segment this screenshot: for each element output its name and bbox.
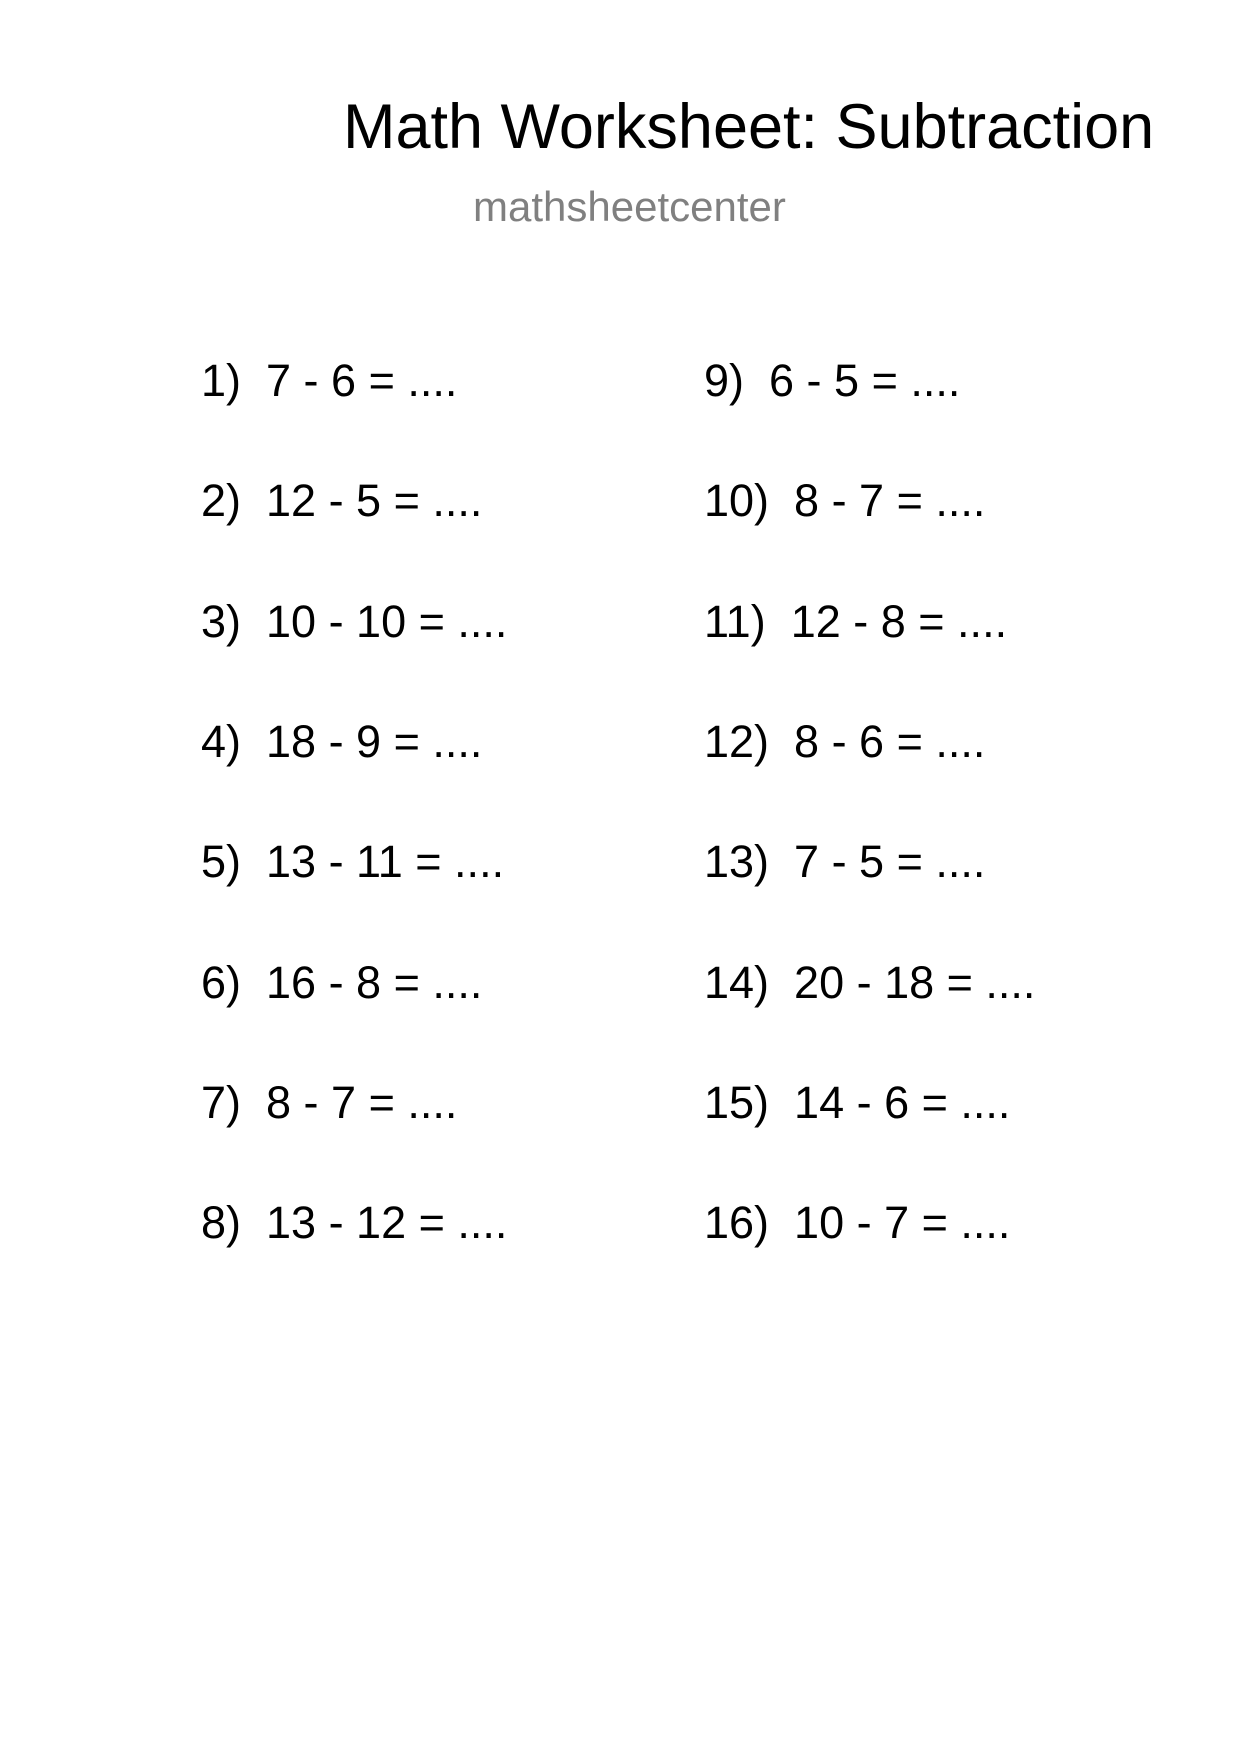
problem-item: 15) 14 - 6 = .... [704, 1076, 1011, 1128]
problem-item: 8) 13 - 12 = .... [201, 1197, 508, 1249]
problem-item: 1) 7 - 6 = .... [201, 355, 458, 406]
problem-item: 10) 8 - 7 = .... [704, 475, 986, 527]
problem-item: 3) 10 - 10 = .... [201, 595, 508, 647]
problem-item: 9) 6 - 5 = .... [704, 355, 961, 406]
problem-item: 5) 13 - 11 = .... [201, 836, 505, 888]
worksheet-source: mathsheetcenter [473, 183, 786, 230]
problem-item: 11) 12 - 8 = .... [704, 595, 1008, 647]
problem-item: 13) 7 - 5 = .... [704, 836, 986, 888]
problem-item: 4) 18 - 9 = .... [201, 715, 483, 767]
problem-item: 12) 8 - 6 = .... [704, 715, 986, 767]
problem-item: 14) 20 - 18 = .... [704, 956, 1036, 1008]
problem-item: 6) 16 - 8 = .... [201, 956, 483, 1008]
problem-item: 16) 10 - 7 = .... [704, 1197, 1011, 1249]
problem-item: 7) 8 - 7 = .... [201, 1076, 458, 1128]
worksheet-title: Math Worksheet: Subtraction [343, 92, 1155, 162]
problem-item: 2) 12 - 5 = .... [201, 475, 483, 527]
